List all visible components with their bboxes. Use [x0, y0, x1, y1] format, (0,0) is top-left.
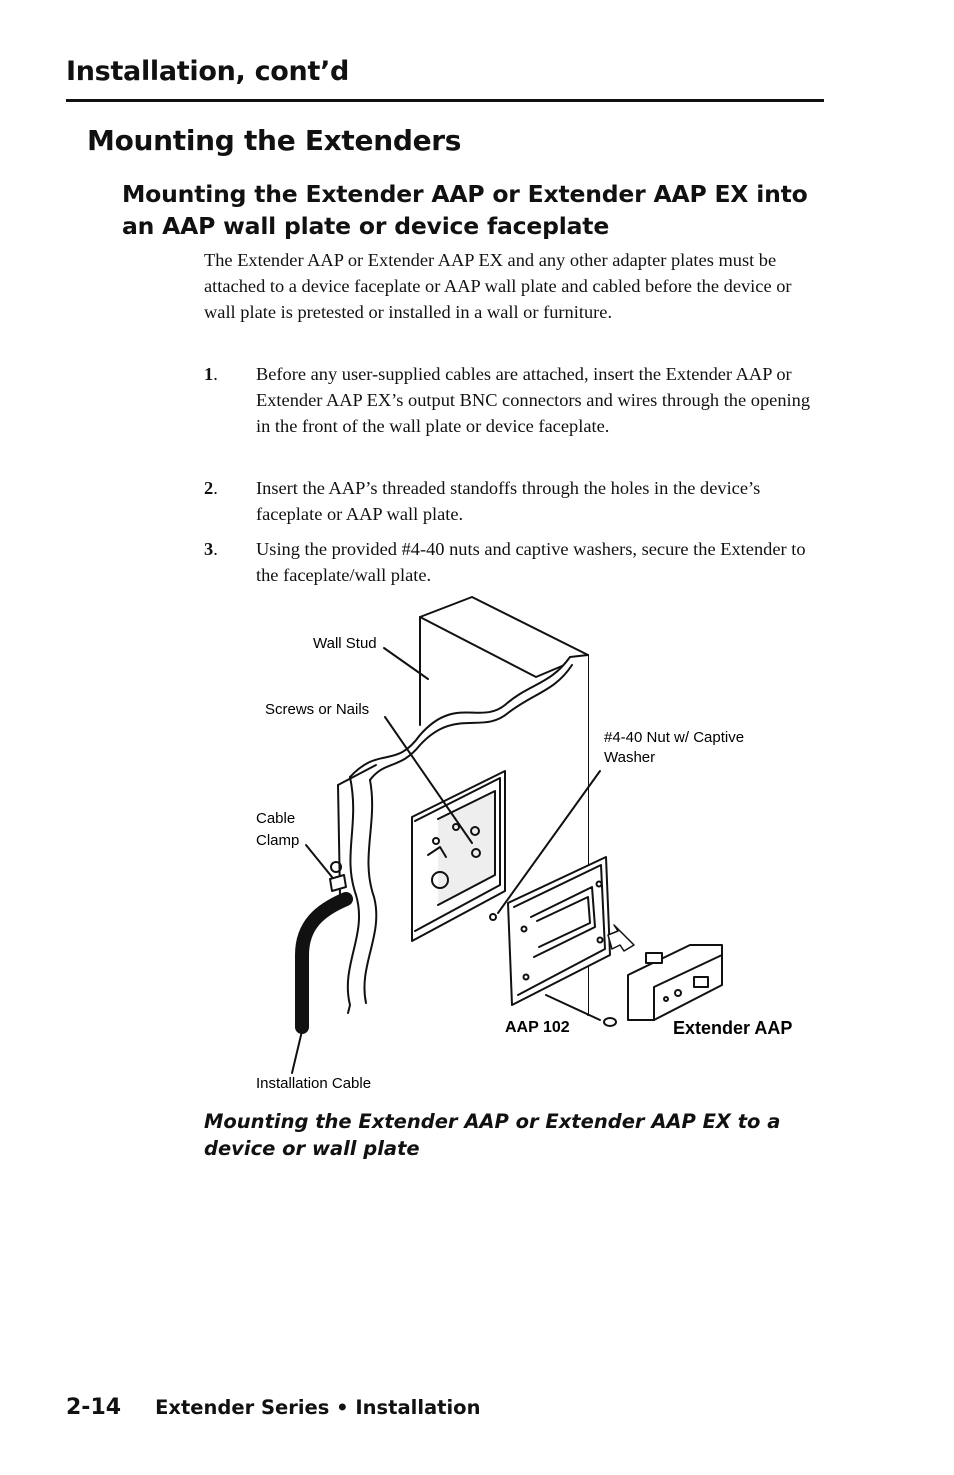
step-text: Using the provided #4-40 nuts and captive washers, secure the Extender to the faceplate/wall plate.: [256, 539, 806, 585]
step-number: 2.: [204, 478, 218, 498]
step-number: 1.: [204, 364, 218, 384]
page-footer: [66, 1395, 480, 1420]
section-header: Installation, cont’d: [66, 56, 350, 87]
label-nut-line2: Washer: [604, 749, 656, 766]
heading-mounting-into-wall-plate: Mounting the Extender AAP or Extender AAP EX into an AAP wall plate or device faceplate: [122, 180, 808, 240]
mounting-diagram: [250, 595, 830, 1100]
page-number: 2-14: [66, 1395, 122, 1420]
label-nut-line1: #4-40 Nut w/ Captive: [604, 729, 745, 746]
extender-aap-drawing: [628, 945, 722, 1020]
installation-cable-drawing: [302, 899, 346, 1027]
label-extender-aap: Extender AAP: [673, 1018, 793, 1038]
step-number: 3.: [204, 539, 218, 559]
insert-arrow-drawing: [608, 925, 634, 951]
figure-caption: Mounting the Extender AAP or Extender AAP EX to a device or wall plate: [204, 1110, 781, 1160]
step-text: Before any user-supplied cables are attached, insert the Extender AAP or Extender AAP EX’s output BNC connectors and wires through the opening in the front of the wall plate or device faceplate.: [256, 364, 811, 436]
label-aap102: AAP 102: [505, 1019, 570, 1036]
footer-text: Extender Series • Installation: [155, 1396, 481, 1419]
label-cable-clamp-line2: Clamp: [256, 832, 300, 849]
label-screws-or-nails: Screws or Nails: [265, 701, 370, 718]
heading-mounting-extenders: Mounting the Extenders: [87, 124, 462, 157]
step-text: Insert the AAP’s threaded standoffs through the holes in the device’s faceplate or AAP wall plate.: [256, 478, 761, 524]
label-cable-clamp-line1: Cable: [256, 810, 296, 827]
label-wall-stud: Wall Stud: [313, 635, 377, 652]
label-installation-cable: Installation Cable: [256, 1075, 372, 1092]
header-rule: [66, 99, 824, 102]
intro-paragraph: The Extender AAP or Extender AAP EX and any other adapter plates must be attached to a device faceplate or AAP wall plate and cabled before the device or wall plate is pretested or installed in a wall or furniture.: [204, 250, 792, 322]
